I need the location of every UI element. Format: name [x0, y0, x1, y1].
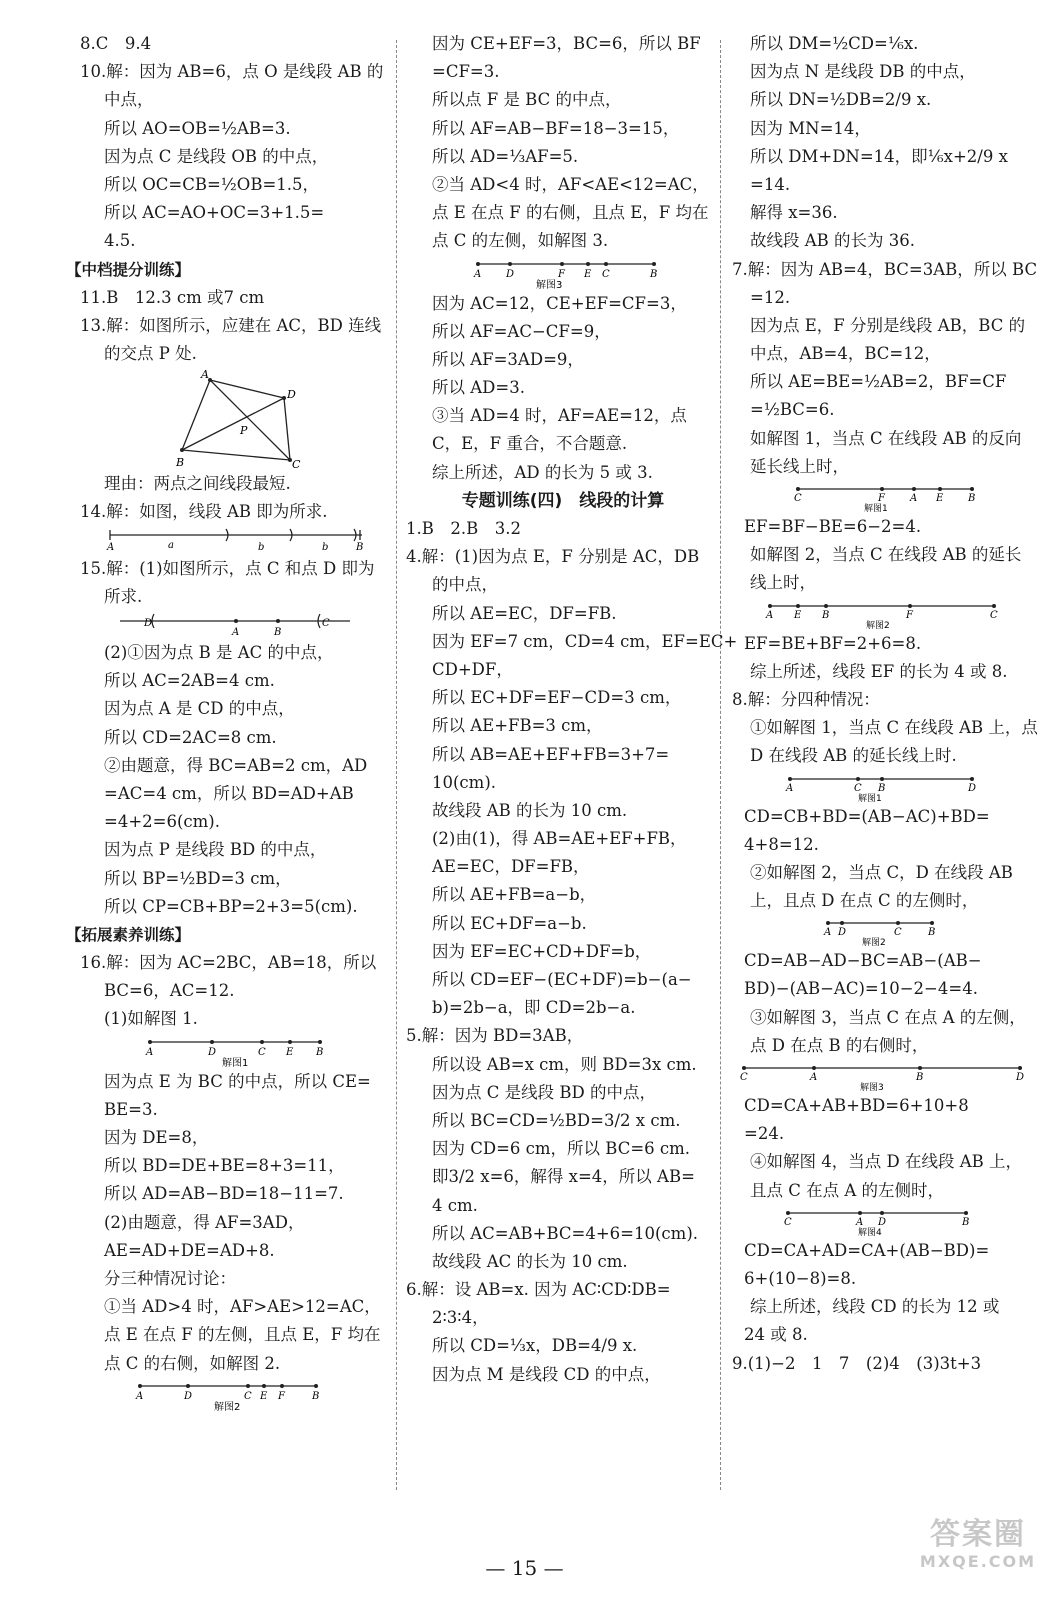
answer-line: 因为点 E 为 BC 的中点，所以 CE=	[104, 1071, 371, 1091]
answer-line: 即3/2 x=6，解得 x=4，所以 AB=	[432, 1167, 695, 1187]
column-1	[66, 30, 384, 1412]
answer-line: 所以 DN=½DB=2/9 x.	[750, 90, 932, 110]
column-3	[732, 30, 1038, 1378]
column-divider	[396, 40, 397, 1490]
watermark-text: 答案圈	[930, 1517, 1026, 1552]
figure-caption: 解图2	[866, 620, 890, 630]
answer-line: 点 C 的右侧，如解图 2.	[104, 1353, 281, 1373]
point-label: F	[278, 1390, 285, 1402]
answer-line: 10.解：因为 AB=6，点 O 是线段 AB 的	[80, 62, 384, 82]
answer-line: 所以 EC+DF=a−b.	[432, 913, 587, 933]
solution-figure-2	[80, 1378, 380, 1412]
answer-line: D 在线段 AB 的延长线上时.	[750, 746, 957, 766]
answer-line: 16.解：因为 AC=2BC，AB=18，所以	[80, 953, 377, 973]
point-label: A	[786, 782, 794, 794]
answer-line: CD=AB−AD−BC=AB−(AB−	[744, 951, 982, 971]
column-divider	[720, 40, 721, 1490]
point-label: B	[312, 1390, 320, 1402]
answer-line: 1.B 2.B 3.2	[406, 519, 521, 538]
answer-line: =CF=3.	[432, 62, 500, 82]
answer-line: 所以 AO=OB=½AB=3.	[104, 118, 291, 138]
answer-line: 所以 AC=AO+OC=3+1.5=	[104, 203, 325, 223]
solution-figure-8-1	[732, 771, 1032, 803]
point-label: D	[1016, 1072, 1025, 1083]
answer-line: 综上所述，AD 的长为 5 或 3.	[432, 462, 653, 482]
point-label: A	[136, 1390, 144, 1402]
point-label: C	[990, 609, 998, 621]
answer-line: 故线段 AB 的长为 10 cm.	[432, 800, 628, 820]
answer-line: 4 cm.	[432, 1195, 478, 1215]
answer-line: CD=CB+BD=(AB−AC)+BD=	[744, 806, 990, 826]
point-label: D	[208, 1046, 217, 1058]
answer-line: =AC=4 cm，所以 BD=AD+AB	[104, 783, 354, 803]
point-label: C	[740, 1072, 748, 1083]
point-label: C	[244, 1390, 252, 1402]
point-label: A	[766, 609, 774, 621]
point-label: E	[286, 1046, 294, 1058]
answer-line: 因为点 P 是线段 BD 的中点，	[104, 840, 327, 860]
solution-figure-8-3	[732, 1060, 1032, 1092]
answer-line: 所以 AF=3AD=9，	[432, 349, 584, 369]
answer-line: 所以 DM+DN=14，即⅙x+2/9 x	[750, 146, 1008, 166]
answer-line: =4+2=6(cm).	[104, 812, 220, 832]
answer-line: 9.(1)−2 1 7 (2)4 (3)3t+3	[732, 1353, 982, 1373]
answer-line: 所以 BD=DE+BE=8+3=11，	[104, 1156, 345, 1176]
point-label: A	[146, 1046, 154, 1058]
answer-line: 所以 AD=AB−BD=18−11=7.	[104, 1184, 344, 1204]
answer-line: 因为 CD=6 cm，所以 BC=6 cm.	[432, 1139, 691, 1159]
answer-line: ②当 AD<4 时，AF<AE<12=AC，	[432, 174, 709, 194]
answer-line: 因为 MN=14，	[750, 118, 871, 138]
answer-line: 4.解：(1)因为点 E，F 分别是 AC，DB	[406, 547, 700, 567]
answer-line: 因为 AC=12，CE+EF=CF=3，	[432, 293, 687, 313]
point-label: B	[316, 1046, 324, 1058]
figure-caption: 解图2	[862, 938, 886, 948]
point-label: F	[878, 493, 885, 504]
answer-line: 因为 EF=EC+CD+DF=b，	[432, 941, 652, 961]
answer-line: C，E，F 重合，不合题意.	[432, 434, 628, 454]
point-label: B	[274, 627, 282, 638]
point-label: D	[506, 268, 515, 280]
answer-line: CD=CA+AB+BD=6+10+8	[744, 1096, 969, 1115]
segment-label: a	[168, 539, 174, 551]
answer-line: =½BC=6.	[750, 400, 835, 420]
answer-line: 延长线上时，	[750, 456, 849, 476]
point-label: A	[232, 627, 240, 638]
answer-line: 所以 AF=AC−CF=9，	[432, 321, 611, 341]
answer-line: 所以 AB=AE+EF+FB=3+7=	[432, 744, 670, 764]
point-label: C	[322, 618, 330, 629]
answer-line: 4+8=12.	[744, 834, 819, 854]
point-label: A	[910, 493, 918, 504]
point-label: B	[822, 609, 830, 621]
point-label: F	[906, 609, 913, 621]
point-label: A	[107, 541, 115, 553]
answer-line: 13.解：如图所示，应建在 AC，BD 连线	[80, 315, 382, 335]
point-label: E	[794, 609, 802, 621]
answer-line: ①如解图 1，当点 C 在线段 AB 上，点	[750, 718, 1038, 738]
answer-line: CD=CA+AD=CA+(AB−BD)=	[744, 1240, 990, 1260]
point-label: B	[962, 1216, 970, 1228]
answer-line: 中点，	[104, 90, 154, 110]
segment-figure-15	[80, 611, 380, 639]
answer-line: 6.解：设 AB=x. 因为 AC∶CD∶DB=	[406, 1280, 671, 1300]
answer-line: 所以 CD=EF−(EC+DF)=b−(a−	[432, 970, 692, 989]
answer-line: 如解图 2，当点 C 在线段 AB 的延长	[750, 545, 1022, 565]
answer-line: 的中点，	[432, 575, 498, 595]
answer-line: ①当 AD>4 时，AF>AE>12=AC，	[104, 1297, 381, 1317]
page-number: — 15 —	[485, 1556, 564, 1580]
answer-line: =12.	[750, 287, 791, 307]
answer-line: 因为点 E，F 分别是线段 AB，BC 的	[750, 315, 1026, 335]
answer-line: ④如解图 4，当点 D 在线段 AB 上，	[750, 1152, 1022, 1172]
point-label: D	[144, 618, 153, 629]
solution-figure-1	[80, 1034, 380, 1068]
point-label: E	[936, 493, 944, 504]
answer-line: (2)由(1)，得 AB=AE+EF+FB，	[432, 829, 687, 849]
answer-line: BD)−(AB−AC)=10−2−4=4.	[744, 979, 978, 999]
answer-line: AE=EC，DF=FB，	[432, 857, 590, 877]
point-label: A	[474, 268, 482, 280]
answer-line: 所以 DM=½CD=⅙x.	[750, 34, 919, 53]
figure-caption: 解图3	[536, 279, 563, 290]
answer-line: CD+DF，	[432, 659, 513, 679]
point-label: A	[856, 1216, 864, 1228]
answer-line: ③如解图 3，当点 C 在点 A 的左侧，	[750, 1007, 1026, 1027]
watermark-logo	[918, 1518, 1038, 1582]
answer-line: 5.解：因为 BD=3AB，	[406, 1026, 584, 1046]
section-title: 专题训练(四) 线段的计算	[461, 490, 665, 511]
point-label: F	[558, 268, 565, 280]
watermark-url: MXQE.COM	[919, 1552, 1037, 1571]
point-label: B	[878, 782, 886, 794]
answer-line: 所以 AD=⅓AF=5.	[432, 146, 579, 166]
point-label: D	[968, 782, 977, 794]
answer-line: 解得 x=36.	[750, 203, 838, 223]
answer-line: ②如解图 2，当点 C，D 在线段 AB	[750, 862, 1013, 882]
answer-line: 点 D 在点 B 的右侧时，	[750, 1035, 929, 1055]
answer-line: 14.解：如图，线段 AB 即为所求.	[80, 502, 328, 522]
solution-figure-7-2	[732, 598, 1032, 630]
answer-line: 所以 EC+DF=EF−CD=3 cm，	[432, 688, 682, 708]
answer-line: 点 E 在点 F 的左侧，且点 E，F 均在	[104, 1325, 381, 1345]
point-label: E	[260, 1390, 268, 1402]
point-label: E	[584, 268, 592, 280]
answer-line: 故线段 AB 的长为 36.	[750, 231, 916, 251]
answer-line: 6+(10−8)=8.	[744, 1268, 857, 1288]
answer-line: BC=6，AC=12.	[104, 981, 235, 1001]
answer-line: AE=AD+DE=AD+8.	[104, 1240, 275, 1260]
answer-line: 所以 AF=AB−BF=18−3=15，	[432, 118, 680, 138]
answer-line: 因为点 A 是 CD 的中点，	[104, 699, 295, 719]
point-label: D	[878, 1216, 887, 1228]
answer-line: ③当 AD=4 时，AF=AE=12，点	[432, 406, 687, 426]
column-2	[406, 30, 738, 1389]
answer-line: (2)由题意，得 AF=3AD，	[104, 1212, 305, 1232]
quadrilateral-figure	[80, 368, 380, 470]
answer-line: 且点 C 在点 A 的左侧时，	[750, 1180, 945, 1200]
answer-line: 因为 DE=8，	[104, 1128, 209, 1147]
answer-line: 2∶3∶4，	[432, 1308, 489, 1328]
answer-line: 24 或 8.	[744, 1325, 808, 1345]
answer-line: 因为点 N 是线段 DB 的中点，	[750, 62, 976, 82]
answer-line: 15.解：(1)如图所示，点 C 和点 D 即为	[80, 558, 375, 578]
answer-line: 因为 CE+EF=3，BC=6，所以 BF	[432, 34, 701, 53]
figure-caption: 解图3	[860, 1083, 884, 1092]
solution-figure-7-1	[732, 481, 1032, 513]
answer-line: BE=3.	[104, 1099, 158, 1119]
point-label: D	[287, 388, 296, 402]
answer-line: 理由：两点之间线段最短.	[104, 474, 291, 494]
answer-line: 所以 OC=CB=½OB=1.5，	[104, 174, 320, 194]
answer-line: 所以 BP=½BD=3 cm，	[104, 868, 292, 888]
point-label: C	[784, 1216, 792, 1228]
point-label: B	[650, 268, 658, 280]
answer-line: 因为点 M 是线段 CD 的中点，	[432, 1364, 661, 1384]
solution-figure-8-4	[732, 1205, 1032, 1237]
answer-line: 所以设 AB=x cm，则 BD=3x cm.	[432, 1054, 697, 1074]
answer-line: 因为点 C 是线段 BD 的中点，	[432, 1082, 656, 1102]
answer-line: 所以 AE=EC，DF=FB.	[432, 603, 617, 623]
point-label: C	[292, 458, 301, 471]
answer-line: 所以 AC=2AB=4 cm.	[104, 671, 275, 691]
answer-line: (1)如解图 1.	[104, 1009, 198, 1029]
answer-line: 8.C 9.4	[80, 34, 152, 53]
answer-line: 所以 AE+FB=3 cm，	[432, 716, 603, 736]
point-label: C	[854, 782, 862, 794]
figure-caption: 解图1	[864, 504, 888, 513]
point-label: C	[602, 268, 610, 280]
answer-line: 因为 EF=7 cm，CD=4 cm，EF=EC+	[432, 631, 738, 651]
answer-line: 综上所述，线段 EF 的长为 4 或 8.	[750, 661, 1008, 681]
answer-line: 所以点 F 是 BC 的中点，	[432, 90, 622, 110]
figure-caption: 解图2	[214, 1401, 241, 1412]
answer-line: 所求.	[104, 586, 143, 606]
segment-label: b	[258, 541, 265, 553]
answer-line: 所以 BC=CD=½BD=3/2 x cm.	[432, 1110, 681, 1130]
point-label: B	[356, 541, 364, 553]
answer-line: 所以 AE+FB=a−b，	[432, 885, 597, 905]
answer-line: EF=BE+BF=2+6=8.	[744, 633, 922, 653]
answer-line: (2)①因为点 B 是 AC 的中点，	[104, 643, 334, 662]
point-label: A	[201, 368, 209, 382]
answer-line: 点 E 在点 F 的右侧，且点 E，F 均在	[432, 203, 709, 223]
point-label: A	[810, 1072, 818, 1083]
answer-line: 综上所述，线段 CD 的长为 12 或	[750, 1297, 1000, 1317]
figure-caption: 解图1	[858, 793, 882, 803]
point-label: D	[184, 1390, 193, 1402]
answer-line: 所以 AE=BE=½AB=2，BF=CF	[750, 372, 1007, 392]
answer-line: 点 C 的左侧，如解图 3.	[432, 231, 609, 251]
answer-line: 7.解：因为 AB=4，BC=3AB，所以 BC	[732, 259, 1038, 279]
answer-line: b)=2b−a，即 CD=2b−a.	[432, 998, 636, 1018]
section-heading: 【中档提分训练】	[66, 260, 191, 279]
answer-line: EF=BF−BE=6−2=4.	[744, 517, 922, 536]
answer-line: =14.	[750, 174, 791, 194]
figure-caption: 解图1	[222, 1057, 249, 1068]
solution-figure-8-2	[732, 915, 1032, 947]
answer-line: =24.	[744, 1124, 785, 1144]
answer-line: 上，且点 D 在点 C 的左侧时，	[750, 891, 979, 911]
answer-line: 所以 CD=⅓x，DB=4/9 x.	[432, 1336, 638, 1356]
segment-label: b	[322, 541, 329, 553]
answer-line: 因为点 C 是线段 OB 的中点，	[104, 146, 329, 166]
point-label: D	[838, 927, 847, 939]
point-label: P	[240, 424, 248, 438]
point-label: C	[894, 927, 902, 939]
answer-line: 所以 AC=AB+BC=4+6=10(cm).	[432, 1223, 699, 1243]
answer-line: 所以 CP=CB+BP=2+3=5(cm).	[104, 896, 358, 916]
answer-line: 4.5.	[104, 231, 136, 251]
answer-line: 8.解：分四种情况：	[732, 689, 880, 709]
answer-line: 线上时，	[750, 573, 816, 593]
answer-line: 中点，AB=4，BC=12，	[750, 344, 941, 364]
point-label: A	[824, 927, 832, 939]
answer-line: 所以 CD=2AC=8 cm.	[104, 727, 277, 747]
answer-line: ②由题意，得 BC=AB=2 cm，AD	[104, 755, 368, 775]
answer-line: 11.B 12.3 cm 或7 cm	[80, 287, 265, 307]
figure-caption: 解图4	[858, 1227, 882, 1237]
answer-line: 的交点 P 处.	[104, 344, 197, 364]
point-label: C	[794, 493, 802, 504]
point-label: B	[176, 456, 185, 470]
point-label: C	[258, 1046, 266, 1058]
point-label: B	[968, 493, 976, 504]
section-heading: 【拓展素养训练】	[66, 925, 191, 944]
answer-line: 故线段 AC 的长为 10 cm.	[432, 1251, 628, 1271]
point-label: B	[916, 1072, 924, 1083]
answer-line: 10(cm).	[432, 772, 497, 792]
solution-figure-3	[412, 256, 714, 290]
answer-line: 分三种情况讨论：	[104, 1268, 236, 1288]
answer-line: 所以 AD=3.	[432, 378, 525, 398]
answer-line: 如解图 1，当点 C 在线段 AB 的反向	[750, 428, 1022, 448]
segment-figure-14	[80, 527, 380, 555]
point-label: B	[928, 927, 936, 939]
